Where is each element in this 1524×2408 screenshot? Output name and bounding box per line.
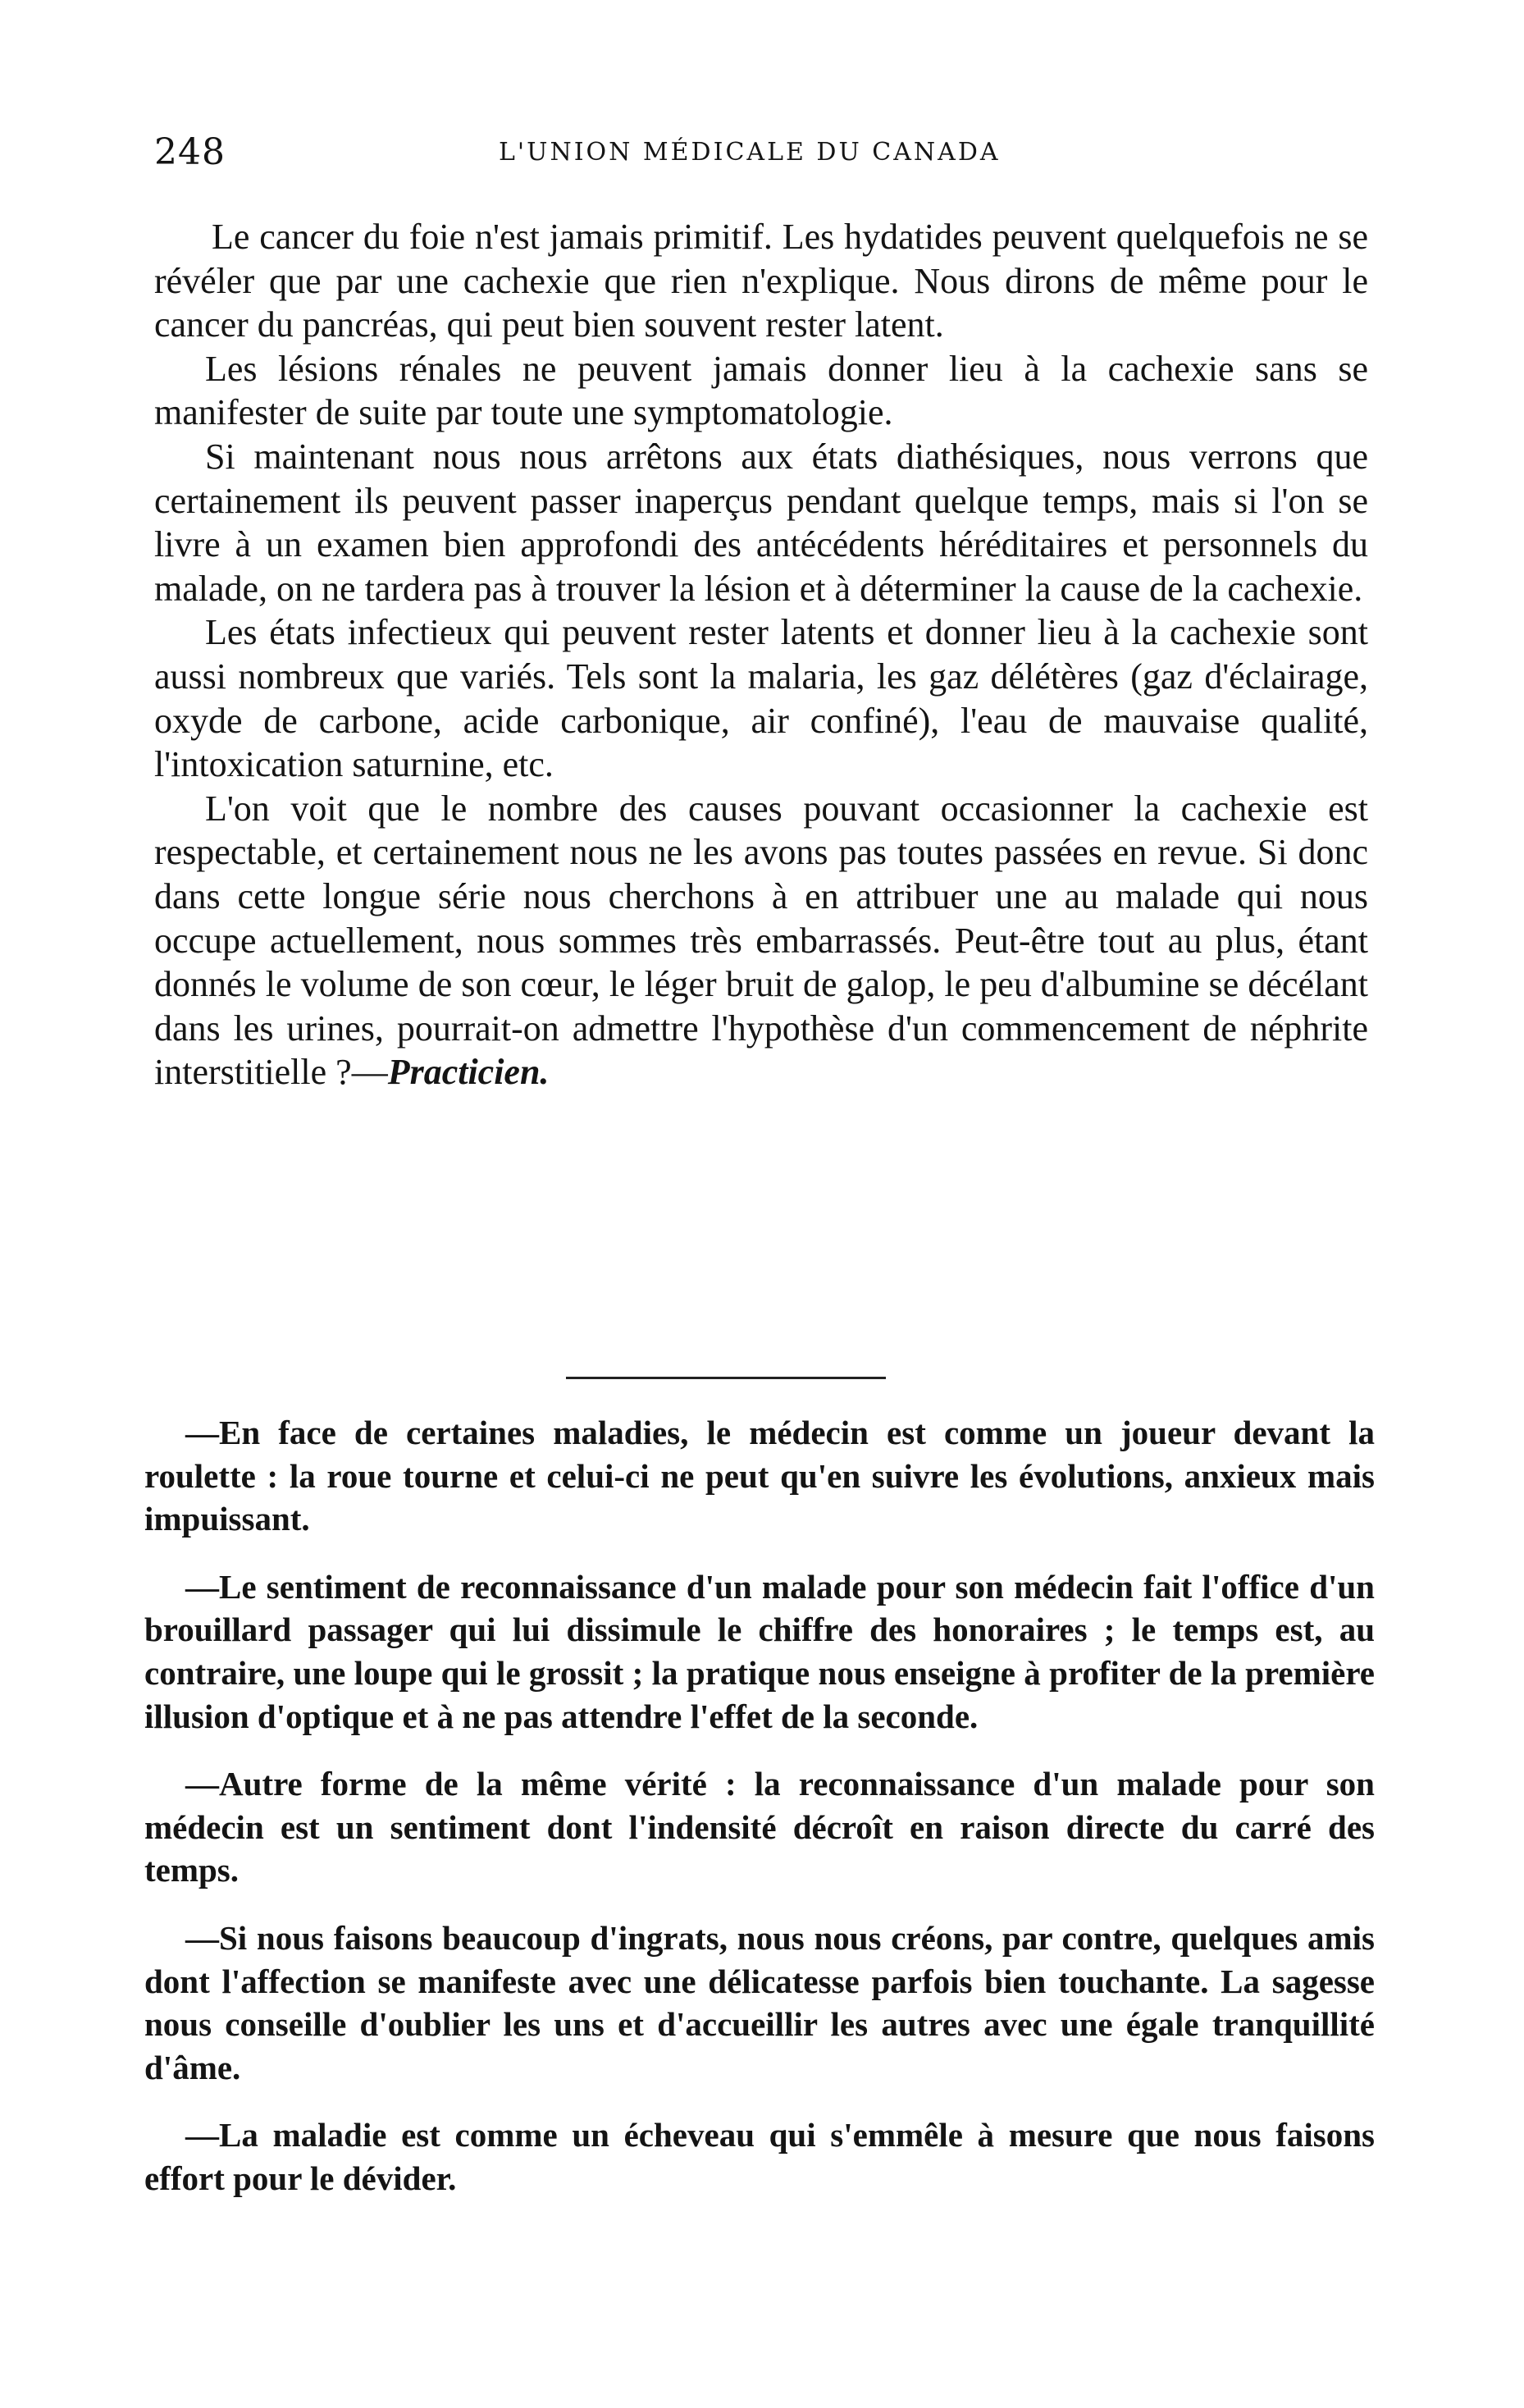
maxim-ingrates-friends: —Si nous faisons beaucoup d'ingrats, nous nous créons, par contre, quelques amis dont l'affection se manifeste avec une délicatesse parfois bien touchante. La sagesse nous conseille d'oublier les uns et d'accueillir les autres avec une égale tranquillité d'âme. xyxy=(144,1918,1375,2086)
running-head xyxy=(154,131,1385,180)
article-body xyxy=(154,215,1368,1094)
section-divider xyxy=(566,1377,886,1379)
maxim-tangled-skein: —La maladie est comme un écheveau qui s'emmêle à mesure que nous faisons effort pour le dévider. xyxy=(144,2116,1375,2197)
paragraph-conclusion xyxy=(154,787,1368,1094)
maxim-gratitude-decay: —Autre forme de la même vérité : la reconnaissance d'un malade pour son médecin est un sentiment dont l'indensité décroît en raison directe du carré des temps. xyxy=(144,1765,1375,1889)
conclusion-text: L'on voit que le nombre des causes pouvant occasionner la cachexie est respectable, et certainement nous ne les avons pas toutes passées en revue. Si donc dans cette longue série nous cherchons à en attribuer une au malade qui nous occupe actuellement, nous sommes très embarrassés. Peut-être tout au plus, étant donnés le volume de son cœur, le léger bruit de galop, le peu d'albumine se décélant dans les urines, pourrait-on admettre l'hypothèse d'un commencement de néphrite interstitielle ?— xyxy=(154,788,1368,1093)
maxim-roulette: —En face de certaines maladies, le médecin est comme un joueur devant la roulette : la roue tourne et celui-ci ne peut qu'en suivre les évolutions, anxieux mais impuissant. xyxy=(144,1414,1375,1538)
page-number: 248 xyxy=(154,131,226,173)
paragraph-liver-cancer: Le cancer du foie n'est jamais primitif. Les hydatides peuvent quelquefois ne se révéler que par une cachexie que rien n'explique. Nous dirons de même pour le cancer du pancréas, qui peut bien souvent rester latent. xyxy=(154,217,1368,345)
journal-title: L'UNION MÉDICALE DU CANADA xyxy=(499,138,1001,167)
paragraph-diathesis: Si maintenant nous nous arrêtons aux états diathésiques, nous verrons que certainement ils peuvent passer inaperçus pendant quelque temps, mais si l'on se livre à un examen bien approfondi des antécédents héréditaires et personnels du malade, on ne tardera pas à trouver la lésion et à déterminer la cause de la cachexie. xyxy=(154,436,1368,609)
paragraph-infectious-states: Les états infectieux qui peuvent rester latents et donner lieu à la cachexie sont aussi nombreux que variés. Tels sont la malaria, les gaz délétères (gaz d'éclairage, oxyde de carbone, acide carbonique, air confiné), l'eau de mauvaise qualité, l'intoxication saturnine, etc. xyxy=(154,612,1368,785)
article-signature: Practicien. xyxy=(387,1052,550,1093)
paragraph-renal-lesions: Les lésions rénales ne peuvent jamais donner lieu à la cachexie sans se manifester de suite par toute une symptomatologie. xyxy=(154,348,1368,433)
maxim-gratitude-fog: —Le sentiment de reconnaissance d'un malade pour son médecin fait l'office d'un brouillard passager qui lui dissimule le chiffre des honoraires ; le temps est, au contraire, une loupe qui le grossit ; la pratique nous enseigne à profiter de la première illusion d'optique et à ne pas attendre l'effet de la seconde. xyxy=(144,1567,1375,1735)
maxims-section xyxy=(144,1411,1375,2225)
